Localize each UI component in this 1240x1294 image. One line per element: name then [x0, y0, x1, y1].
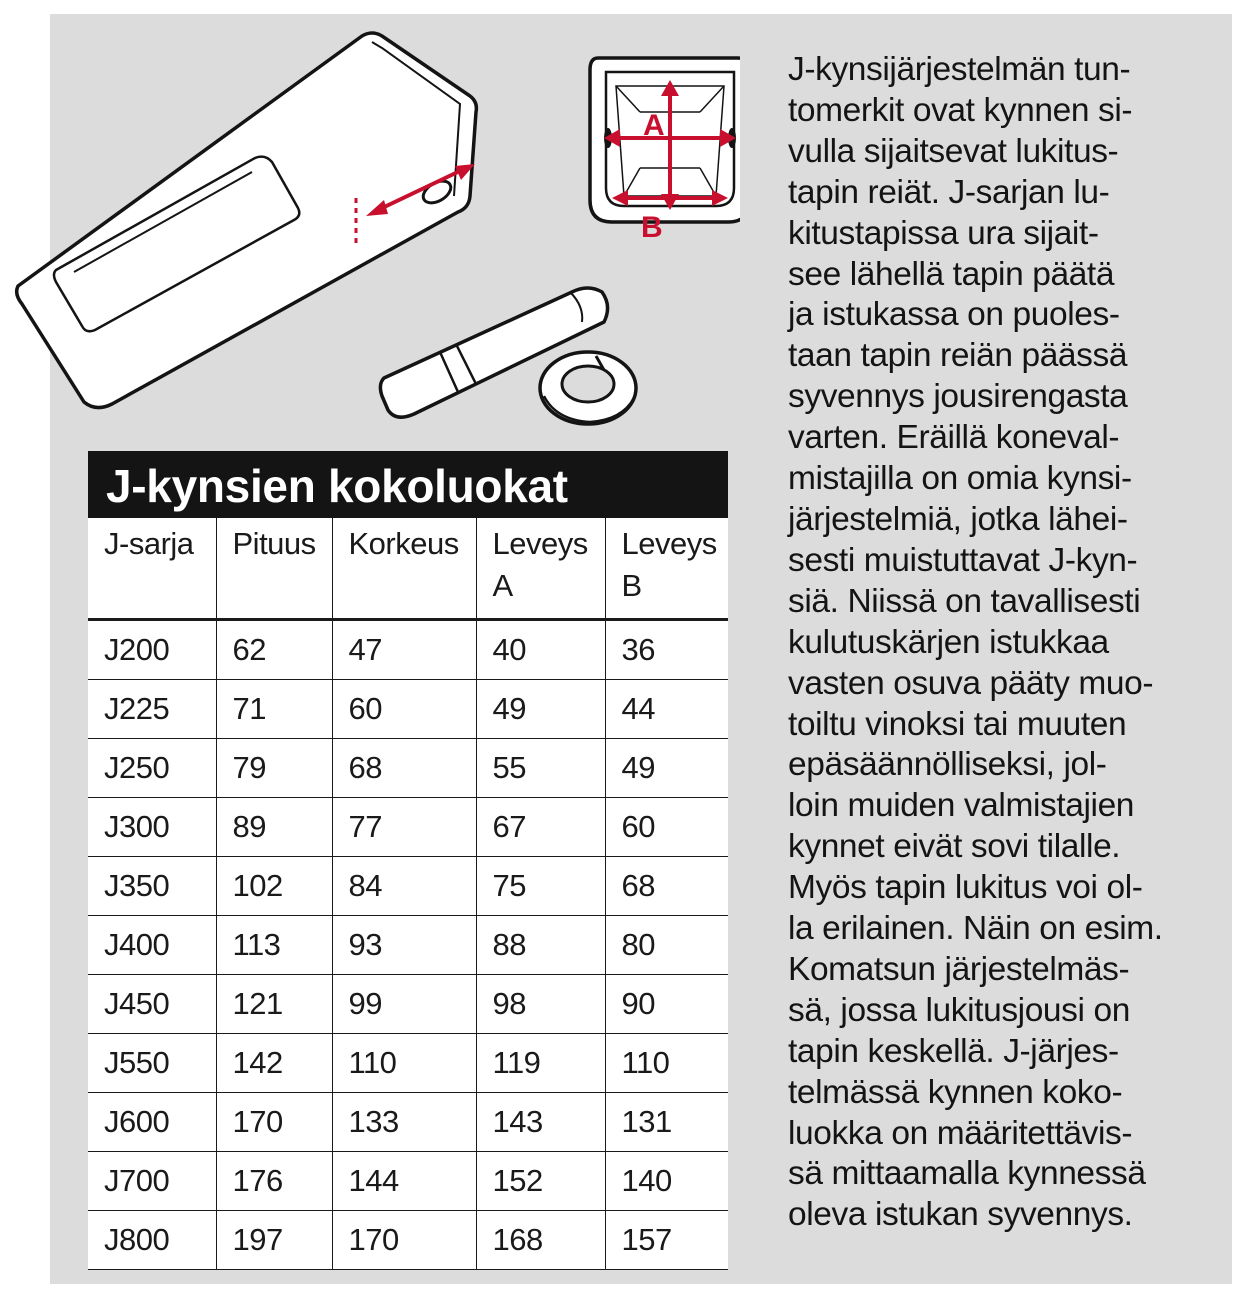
table-cell: 68	[332, 739, 476, 798]
text-line: epäsäännölliseksi, jol-	[788, 746, 1107, 784]
table-cell: J600	[88, 1093, 216, 1152]
table-cell: J300	[88, 798, 216, 857]
table-cell: 80	[605, 916, 728, 975]
text-line: tapin reiät. J-sarjan lu-	[788, 173, 1110, 211]
table-row	[88, 1034, 728, 1093]
column-header-length: Pituus	[216, 518, 332, 620]
text-line: kynnet eivät sovi tilalle.	[788, 828, 1121, 866]
table-cell: 197	[216, 1211, 332, 1270]
text-line: sä, jossa lukitusjousi on	[788, 991, 1130, 1029]
table-row	[88, 620, 728, 680]
table-cell: J350	[88, 857, 216, 916]
text-line: taan tapin reiän päässä	[788, 337, 1128, 375]
text-line: järjestelmiä, jotka lähei-	[788, 500, 1128, 538]
table-cell: J450	[88, 975, 216, 1034]
table-row	[88, 680, 728, 739]
table-cell: 49	[476, 680, 605, 739]
text-line: kulutuskärjen istukkaa	[788, 623, 1109, 661]
text-line: siä. Niissä on tavallisesti	[788, 582, 1141, 620]
text-line: tapin keskellä. J-järjes-	[788, 1032, 1119, 1070]
table-cell: 89	[216, 798, 332, 857]
table-cell: 77	[332, 798, 476, 857]
table-cell: 176	[216, 1152, 332, 1211]
text-line: sesti muistuttavat J-kyn-	[788, 541, 1138, 579]
table-cell: 142	[216, 1034, 332, 1093]
text-line: see lähellä tapin päätä	[788, 255, 1115, 293]
table-cell: 144	[332, 1152, 476, 1211]
text-line: oleva istukan syvennys.	[788, 1196, 1133, 1234]
table-row	[88, 798, 728, 857]
table-cell: 140	[605, 1152, 728, 1211]
text-line: toiltu vinoksi tai muuten	[788, 705, 1127, 743]
column-header-width-b: Leveys B	[605, 518, 728, 620]
table-cell: 102	[216, 857, 332, 916]
table-cell: J225	[88, 680, 216, 739]
text-line: telmässä kynnen koko-	[788, 1073, 1123, 1111]
table-cell: J200	[88, 620, 216, 680]
table-row	[88, 975, 728, 1034]
text-line: mistajilla on omia kynsi-	[788, 460, 1132, 498]
table-cell: 121	[216, 975, 332, 1034]
table-cell: J800	[88, 1211, 216, 1270]
table-row	[88, 739, 728, 798]
table-cell: 68	[605, 857, 728, 916]
table-cell: J400	[88, 916, 216, 975]
text-line: varten. Eräillä koneval-	[788, 419, 1120, 457]
table-cell: 49	[605, 739, 728, 798]
table-cell: 157	[605, 1211, 728, 1270]
cross-section-icon	[590, 58, 740, 244]
size-table	[88, 518, 728, 1270]
table-cell: 170	[216, 1093, 332, 1152]
text-line: la erilainen. Näin on esim.	[788, 910, 1163, 948]
table-cell: J700	[88, 1152, 216, 1211]
text-line: vulla sijaitsevat lukitus-	[788, 132, 1119, 170]
dimension-a-label: A	[643, 109, 665, 142]
table-cell: 152	[476, 1152, 605, 1211]
table-cell: 143	[476, 1093, 605, 1152]
text-line: Komatsun järjestelmäs-	[788, 950, 1130, 988]
table-cell: 60	[332, 680, 476, 739]
table-cell: 133	[332, 1093, 476, 1152]
table-header-row	[88, 518, 728, 620]
table-cell: 67	[476, 798, 605, 857]
table-cell: 90	[605, 975, 728, 1034]
table-title: J-kynsien kokoluokat	[88, 451, 728, 518]
table-cell: 93	[332, 916, 476, 975]
table-cell: 71	[216, 680, 332, 739]
table-cell: 36	[605, 620, 728, 680]
table-row	[88, 1211, 728, 1270]
column-header-width-a: Leveys A	[476, 518, 605, 620]
table-cell: 110	[605, 1034, 728, 1093]
text-line: Myös tapin lukitus voi ol-	[788, 869, 1143, 907]
table-cell: 84	[332, 857, 476, 916]
text-line: vasten osuva pääty muo-	[788, 664, 1154, 702]
table-cell: 131	[605, 1093, 728, 1152]
table-cell: 168	[476, 1211, 605, 1270]
table-row	[88, 857, 728, 916]
table-cell: 44	[605, 680, 728, 739]
bucket-tooth-icon	[17, 33, 477, 408]
text-line: sä mittaamalla kynnessä	[788, 1155, 1146, 1193]
table-cell: 119	[476, 1034, 605, 1093]
table-row	[88, 1093, 728, 1152]
text-line: J-kynsijärjestelmän tun-	[788, 51, 1131, 88]
column-header-series: J-sarja	[88, 518, 216, 620]
text-line: tomerkit ovat kynnen si-	[788, 91, 1133, 129]
table-row	[88, 1152, 728, 1211]
text-line: luokka on määritettävis-	[788, 1114, 1133, 1152]
spring-ring-icon	[540, 352, 636, 424]
text-line: kitustapissa ura sijait-	[788, 214, 1099, 252]
tooth-illustration	[0, 0, 740, 440]
table-cell: J550	[88, 1034, 216, 1093]
table-row	[88, 916, 728, 975]
text-line: syvennys jousirengasta	[788, 378, 1128, 416]
article-text	[788, 50, 1228, 1236]
table-cell: J250	[88, 739, 216, 798]
table-cell: 99	[332, 975, 476, 1034]
table-cell: 55	[476, 739, 605, 798]
table-cell: 60	[605, 798, 728, 857]
text-line: loin muiden valmistajien	[788, 787, 1135, 825]
table-cell: 88	[476, 916, 605, 975]
table-cell: 40	[476, 620, 605, 680]
table-cell: 62	[216, 620, 332, 680]
size-class-table	[88, 451, 728, 1270]
table-cell: 113	[216, 916, 332, 975]
text-line: ja istukassa on puoles-	[788, 296, 1120, 334]
table-cell: 75	[476, 857, 605, 916]
table-cell: 98	[476, 975, 605, 1034]
table-cell: 110	[332, 1034, 476, 1093]
table-cell: 47	[332, 620, 476, 680]
table-cell: 170	[332, 1211, 476, 1270]
table-cell: 79	[216, 739, 332, 798]
dimension-b-label: B	[641, 211, 663, 244]
column-header-height: Korkeus	[332, 518, 476, 620]
